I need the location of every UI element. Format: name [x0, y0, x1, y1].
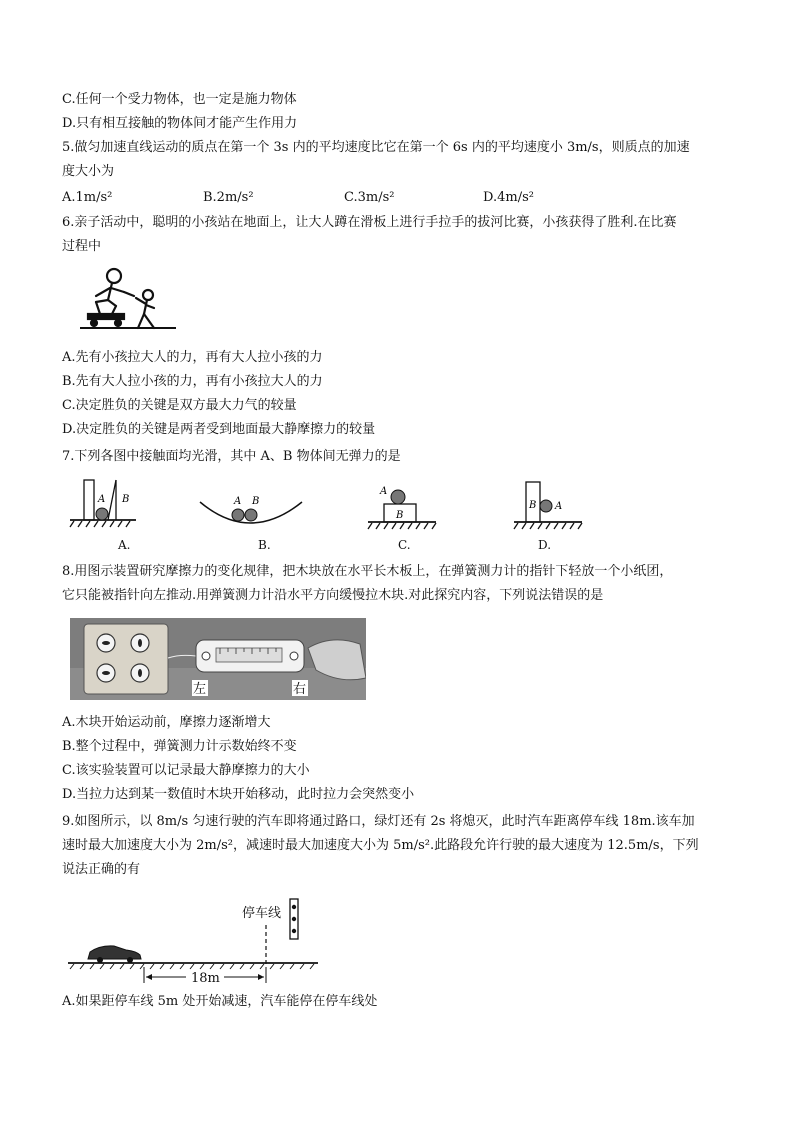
q7a-letter-b: B — [122, 494, 130, 505]
q8-option-b: B.整个过程中，弹簧测力计示数始终不变 — [62, 739, 297, 754]
friction-apparatus-photo — [70, 618, 366, 700]
q9-option-a: A.如果距停车线 5m 处开始减速，汽车能停在停车线处 — [62, 994, 378, 1009]
q5-option-a: A.1m/s² — [62, 190, 113, 205]
q7-label-b: B. — [258, 538, 271, 552]
q9-stem-line2: 速时最大加速度大小为 2m/s²，减速时最大加速度大小为 5m/s².此路段允许行驶的最大速度为 12.5m/s，下列 — [62, 838, 699, 853]
q4-option-d: D.只有相互接触的物体间才能产生作用力 — [62, 116, 298, 131]
q7-figure-b — [196, 484, 306, 530]
tug-of-war-figure — [78, 262, 178, 336]
q7-figure-a — [68, 474, 140, 530]
q8-stem-line2: 它只能被指针向左推动.用弹簧测力计沿水平方向缓慢拉木块.对此探究内容，下列说法错误的是 — [62, 588, 604, 603]
q5-options — [62, 190, 662, 208]
q6-option-c: C.决定胜负的关键是双方最大力气的较量 — [62, 398, 297, 413]
q7d-letter-a: A — [555, 501, 563, 512]
q7-label-a: A. — [118, 538, 131, 552]
label-right: 右 — [293, 682, 307, 697]
q8-stem-line1: 8.用图示装置研究摩擦力的变化规律，把木块放在水平长木板上，在弹簧测力计的指针下轻放一个小纸团， — [62, 564, 673, 579]
q6-stem-line1: 6.亲子活动中，聪明的小孩站在地面上，让大人蹲在滑板上进行手拉手的拔河比赛，小孩获得了胜利.在比赛 — [62, 215, 677, 230]
q9-stem-line3: 说法正确的有 — [62, 862, 141, 877]
q8-option-a: A.木块开始运动前，摩擦力逐渐增大 — [62, 715, 271, 730]
q6-option-a: A.先有小孩拉大人的力，再有大人拉小孩的力 — [62, 350, 323, 365]
q5-option-c: C.3m/s² — [344, 190, 395, 205]
q6-option-d: D.决定胜负的关键是两者受到地面最大静摩擦力的较量 — [62, 422, 376, 437]
q7-label-d: D. — [538, 538, 552, 552]
q7a-letter-a: A — [98, 494, 106, 505]
distance-label: 18m — [191, 971, 220, 986]
q5-stem-line1: 5.做匀加速直线运动的质点在第一个 3s 内的平均速度比它在第一个 6s 内的平均速度小 3m/s，则质点的加速 — [62, 140, 690, 155]
q7b-letter-b: B — [252, 496, 260, 507]
q5-option-b: B.2m/s² — [203, 190, 254, 205]
q6-stem-line2: 过程中 — [62, 239, 102, 254]
q7-figure-c — [364, 478, 440, 532]
stop-line-label: 停车线 — [242, 906, 282, 921]
q5-stem-line2: 度大小为 — [62, 164, 115, 179]
q9-stem-line1: 9.如图所示，以 8m/s 匀速行驶的汽车即将通过路口，绿灯还有 2s 将熄灭，此时汽车距离停车线 18m.该车加 — [62, 814, 695, 829]
q8-option-d: D.当拉力达到某一数值时木块开始移动，此时拉力会突然变小 — [62, 787, 415, 802]
q7-label-c: C. — [398, 538, 411, 552]
q7c-letter-b: B — [396, 510, 404, 521]
q6-option-b: B.先有大人拉小孩的力，再有小孩拉大人的力 — [62, 374, 323, 389]
q7d-letter-b: B — [529, 500, 537, 511]
q4-option-c: C.任何一个受力物体，也一定是施力物体 — [62, 92, 297, 107]
q7-figure-d — [510, 478, 586, 532]
car-stopline-figure — [66, 895, 320, 987]
q7-stem: 7.下列各图中接触面均光滑，其中 A、B 物体间无弹力的是 — [62, 449, 401, 464]
q5-option-d: D.4m/s² — [483, 190, 534, 205]
q7b-letter-a: A — [234, 496, 242, 507]
label-left: 左 — [193, 682, 207, 697]
q7c-letter-a: A — [380, 486, 388, 497]
q8-option-c: C.该实验装置可以记录最大静摩擦力的大小 — [62, 763, 310, 778]
